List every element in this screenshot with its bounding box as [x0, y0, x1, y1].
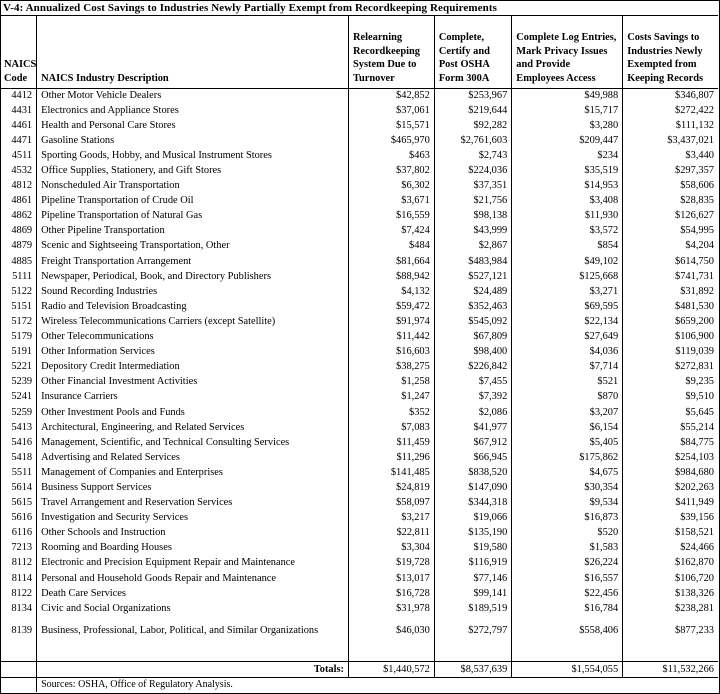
relearning-cost-cell: $3,217	[349, 511, 435, 526]
table-row	[0, 541, 718, 556]
cost-savings-cell: $28,835	[623, 194, 718, 209]
log-entries-cost-cell: $35,519	[512, 163, 623, 178]
form-300a-cost-cell: $189,519	[434, 601, 511, 616]
industry-description-cell: Pipeline Transportation of Natural Gas	[37, 209, 349, 224]
log-entries-cost-cell: $15,717	[512, 103, 623, 118]
log-entries-cost-cell: $3,408	[512, 194, 623, 209]
header-industry-description: NAICS Industry Description	[37, 16, 349, 88]
cost-savings-cell: $162,870	[623, 556, 718, 571]
log-entries-cost-cell: $30,354	[512, 480, 623, 495]
header-row	[0, 16, 718, 88]
log-entries-cost-cell: $870	[512, 390, 623, 405]
cost-savings-cell: $272,831	[623, 360, 718, 375]
table-row	[0, 330, 718, 345]
industry-description-cell: Sound Recording Industries	[37, 284, 349, 299]
table-row	[0, 375, 718, 390]
total-relearning: $1,440,572	[349, 662, 435, 678]
table-row	[0, 224, 718, 239]
cost-savings-cell: $111,132	[623, 118, 718, 133]
relearning-cost-cell: $37,061	[349, 103, 435, 118]
log-entries-cost-cell: $9,534	[512, 496, 623, 511]
form-300a-cost-cell: $253,967	[434, 88, 511, 103]
naics-code-cell: 5418	[11, 451, 33, 463]
form-300a-cost-cell: $838,520	[434, 465, 511, 480]
total-cost-savings: $11,532,266	[623, 662, 718, 678]
header-form-300a: Complete, Certify and Post OSHA Form 300A	[434, 16, 511, 88]
naics-code-cell: 8114	[11, 572, 33, 584]
industry-description-cell: Wireless Telecommunications Carriers (except Satellite)	[37, 314, 349, 329]
relearning-cost-cell: $42,852	[349, 88, 435, 103]
table-row	[0, 586, 718, 601]
form-300a-cost-cell: $66,945	[434, 450, 511, 465]
relearning-cost-cell: $11,296	[349, 450, 435, 465]
cost-savings-cell: $31,892	[623, 284, 718, 299]
form-300a-cost-cell: $21,756	[434, 194, 511, 209]
industry-description-cell: Radio and Television Broadcasting	[37, 299, 349, 314]
relearning-cost-cell: $7,424	[349, 224, 435, 239]
industry-description-cell: Travel Arrangement and Reservation Services	[37, 496, 349, 511]
relearning-cost-cell: $22,811	[349, 526, 435, 541]
header-log-entries: Complete Log Entries, Mark Privacy Issues and Provide Employees Access	[512, 16, 623, 88]
cost-savings-cell: $659,200	[623, 314, 718, 329]
industry-description-cell: Electronic and Precision Equipment Repair and Maintenance	[37, 556, 349, 571]
naics-code-cell: 5241	[11, 391, 33, 403]
naics-code-cell: 5179	[11, 331, 33, 343]
log-entries-cost-cell: $6,154	[512, 420, 623, 435]
totals-label: Totals:	[37, 662, 349, 678]
table-row	[0, 360, 718, 375]
naics-code-cell: 5416	[11, 436, 33, 448]
industry-description-cell: Investigation and Security Services	[37, 511, 349, 526]
table-row	[0, 88, 718, 103]
table-row	[0, 209, 718, 224]
log-entries-cost-cell: $14,953	[512, 179, 623, 194]
form-300a-cost-cell: $352,463	[434, 299, 511, 314]
industry-description-cell: Other Information Services	[37, 345, 349, 360]
naics-code-cell: 4431	[11, 104, 33, 116]
form-300a-cost-cell: $37,351	[434, 179, 511, 194]
table-row	[0, 299, 718, 314]
log-entries-cost-cell: $16,873	[512, 511, 623, 526]
naics-code-cell: 5511	[11, 466, 33, 478]
cost-savings-cell: $614,750	[623, 254, 718, 269]
cost-savings-cell: $297,357	[623, 163, 718, 178]
cost-savings-cell: $238,281	[623, 601, 718, 616]
log-entries-cost-cell: $26,224	[512, 556, 623, 571]
cost-savings-cell: $877,233	[623, 616, 718, 646]
form-300a-cost-cell: $77,146	[434, 571, 511, 586]
relearning-cost-cell: $13,017	[349, 571, 435, 586]
form-300a-cost-cell: $147,090	[434, 480, 511, 495]
totals-row	[0, 662, 718, 678]
form-300a-cost-cell: $344,318	[434, 496, 511, 511]
relearning-cost-cell: $59,472	[349, 299, 435, 314]
industry-description-cell: Management of Companies and Enterprises	[37, 465, 349, 480]
log-entries-cost-cell: $854	[512, 239, 623, 254]
relearning-cost-cell: $16,728	[349, 586, 435, 601]
table-row	[0, 390, 718, 405]
naics-code-cell: 4532	[11, 165, 33, 177]
log-entries-cost-cell: $209,447	[512, 133, 623, 148]
log-entries-cost-cell: $3,280	[512, 118, 623, 133]
table-row	[0, 269, 718, 284]
industry-description-cell: Management, Scientific, and Technical Consulting Services	[37, 435, 349, 450]
form-300a-cost-cell: $135,190	[434, 526, 511, 541]
header-relearning: Relearning Recordkeeping System Due to Turnover	[349, 16, 435, 88]
form-300a-cost-cell: $98,138	[434, 209, 511, 224]
cost-savings-cell: $54,995	[623, 224, 718, 239]
relearning-cost-cell: $6,302	[349, 179, 435, 194]
naics-code-cell: 4471	[11, 134, 33, 146]
naics-code-cell: 6116	[11, 527, 33, 539]
table-row	[0, 284, 718, 299]
log-entries-cost-cell: $27,649	[512, 330, 623, 345]
form-300a-cost-cell: $99,141	[434, 586, 511, 601]
log-entries-cost-cell: $558,406	[512, 616, 623, 646]
relearning-cost-cell: $19,728	[349, 556, 435, 571]
form-300a-cost-cell: $7,392	[434, 390, 511, 405]
log-entries-cost-cell: $5,405	[512, 435, 623, 450]
log-entries-cost-cell: $4,036	[512, 345, 623, 360]
industry-description-cell: Advertising and Related Services	[37, 450, 349, 465]
cost-savings-cell: $106,720	[623, 571, 718, 586]
log-entries-cost-cell: $16,557	[512, 571, 623, 586]
cost-savings-cell: $138,326	[623, 586, 718, 601]
relearning-cost-cell: $11,442	[349, 330, 435, 345]
form-300a-cost-cell: $219,644	[434, 103, 511, 118]
form-300a-cost-cell: $226,842	[434, 360, 511, 375]
relearning-cost-cell: $88,942	[349, 269, 435, 284]
relearning-cost-cell: $463	[349, 148, 435, 163]
industry-description-cell: Other Investment Pools and Funds	[37, 405, 349, 420]
industry-description-cell: Scenic and Sightseeing Transportation, Other	[37, 239, 349, 254]
cost-savings-cell: $9,235	[623, 375, 718, 390]
log-entries-cost-cell: $234	[512, 148, 623, 163]
table-row	[0, 118, 718, 133]
relearning-cost-cell: $37,802	[349, 163, 435, 178]
relearning-cost-cell: $141,485	[349, 465, 435, 480]
industry-description-cell: Other Motor Vehicle Dealers	[37, 88, 349, 103]
form-300a-cost-cell: $2,743	[434, 148, 511, 163]
table-row	[0, 601, 718, 616]
industry-description-cell: Business Support Services	[37, 480, 349, 495]
naics-code-cell: 4879	[11, 240, 33, 252]
naics-code-cell: 5151	[11, 300, 33, 312]
naics-code-cell: 5111	[12, 270, 33, 282]
form-300a-cost-cell: $2,867	[434, 239, 511, 254]
industry-description-cell: Sporting Goods, Hobby, and Musical Instrument Stores	[37, 148, 349, 163]
table-body	[0, 88, 718, 692]
relearning-cost-cell: $81,664	[349, 254, 435, 269]
naics-code-cell: 5615	[11, 497, 33, 509]
naics-code-cell: 4862	[11, 210, 33, 222]
log-entries-cost-cell: $4,675	[512, 465, 623, 480]
table-row	[0, 194, 718, 209]
relearning-cost-cell: $11,459	[349, 435, 435, 450]
source-row	[0, 678, 718, 693]
industry-description-cell: Architectural, Engineering, and Related Services	[37, 420, 349, 435]
cost-savings-cell: $202,263	[623, 480, 718, 495]
table-row	[0, 179, 718, 194]
table-row	[0, 103, 718, 118]
relearning-cost-cell: $4,132	[349, 284, 435, 299]
cost-savings-cell: $741,731	[623, 269, 718, 284]
log-entries-cost-cell: $22,134	[512, 314, 623, 329]
table-row	[0, 571, 718, 586]
relearning-cost-cell: $46,030	[349, 616, 435, 646]
log-entries-cost-cell: $520	[512, 526, 623, 541]
relearning-cost-cell: $3,304	[349, 541, 435, 556]
industry-description-cell: Insurance Carriers	[37, 390, 349, 405]
naics-code-cell: 4861	[11, 195, 33, 207]
naics-code-cell: 5172	[11, 315, 33, 327]
cost-savings-cell: $3,440	[623, 148, 718, 163]
log-entries-cost-cell: $16,784	[512, 601, 623, 616]
relearning-cost-cell: $58,097	[349, 496, 435, 511]
table-row	[0, 239, 718, 254]
industry-description-cell: Health and Personal Care Stores	[37, 118, 349, 133]
industry-description-cell: Office Supplies, Stationery, and Gift Stores	[37, 163, 349, 178]
naics-code-cell: 5413	[11, 421, 33, 433]
industry-description-cell: Newspaper, Periodical, Book, and Directory Publishers	[37, 269, 349, 284]
cost-savings-cell: $158,521	[623, 526, 718, 541]
naics-code-cell: 4885	[11, 255, 33, 267]
table-row	[0, 435, 718, 450]
log-entries-cost-cell: $22,456	[512, 586, 623, 601]
form-300a-cost-cell: $92,282	[434, 118, 511, 133]
table-row	[0, 526, 718, 541]
cost-savings-cell: $126,627	[623, 209, 718, 224]
cost-savings-cell: $39,156	[623, 511, 718, 526]
log-entries-cost-cell: $69,595	[512, 299, 623, 314]
form-300a-cost-cell: $224,036	[434, 163, 511, 178]
naics-code-cell: 5122	[11, 285, 33, 297]
industry-description-cell: Pipeline Transportation of Crude Oil	[37, 194, 349, 209]
relearning-cost-cell: $1,258	[349, 375, 435, 390]
form-300a-cost-cell: $272,797	[434, 616, 511, 646]
industry-description-cell: Death Care Services	[37, 586, 349, 601]
cost-savings-cell: $254,103	[623, 450, 718, 465]
form-300a-cost-cell: $98,400	[434, 345, 511, 360]
naics-code-cell: 4511	[11, 149, 33, 161]
log-entries-cost-cell: $49,102	[512, 254, 623, 269]
naics-code-cell: 5259	[11, 406, 33, 418]
table-row	[0, 496, 718, 511]
cost-savings-cell: $411,949	[623, 496, 718, 511]
naics-code-cell: 8134	[11, 602, 33, 614]
cost-savings-cell: $24,466	[623, 541, 718, 556]
industry-description-cell: Rooming and Boarding Houses	[37, 541, 349, 556]
source-note: Sources: OSHA, Office of Regulatory Analysis.	[37, 678, 718, 693]
cost-savings-cell: $346,807	[623, 88, 718, 103]
cost-savings-cell: $119,039	[623, 345, 718, 360]
form-300a-cost-cell: $116,919	[434, 556, 511, 571]
naics-code-cell: 4461	[11, 119, 33, 131]
table-row	[0, 345, 718, 360]
relearning-cost-cell: $3,671	[349, 194, 435, 209]
industry-description-cell: Nonscheduled Air Transportation	[37, 179, 349, 194]
log-entries-cost-cell: $3,207	[512, 405, 623, 420]
naics-code-cell: 4812	[11, 180, 33, 192]
form-300a-cost-cell: $19,066	[434, 511, 511, 526]
cost-savings-cell: $58,606	[623, 179, 718, 194]
blank-row	[0, 646, 718, 662]
header-cost-savings: Costs Savings to Industries Newly Exempted from Keeping Records	[623, 16, 718, 88]
relearning-cost-cell: $484	[349, 239, 435, 254]
table-row	[0, 133, 718, 148]
table-row	[0, 254, 718, 269]
cost-savings-cell: $4,204	[623, 239, 718, 254]
relearning-cost-cell: $24,819	[349, 480, 435, 495]
cost-savings-cell: $9,510	[623, 390, 718, 405]
cost-savings-cell: $5,645	[623, 405, 718, 420]
form-300a-cost-cell: $24,489	[434, 284, 511, 299]
form-300a-cost-cell: $67,809	[434, 330, 511, 345]
form-300a-cost-cell: $41,977	[434, 420, 511, 435]
relearning-cost-cell: $91,974	[349, 314, 435, 329]
log-entries-cost-cell: $3,271	[512, 284, 623, 299]
log-entries-cost-cell: $7,714	[512, 360, 623, 375]
naics-code-cell: 7213	[11, 542, 33, 554]
form-300a-cost-cell: $483,984	[434, 254, 511, 269]
table-row	[0, 405, 718, 420]
relearning-cost-cell: $31,978	[349, 601, 435, 616]
naics-code-cell: 5191	[11, 346, 33, 358]
cost-savings-cell: $3,437,021	[623, 133, 718, 148]
relearning-cost-cell: $352	[349, 405, 435, 420]
relearning-cost-cell: $15,571	[349, 118, 435, 133]
table-row	[0, 616, 718, 646]
naics-code-cell: 5221	[11, 361, 33, 373]
industry-description-cell: Other Pipeline Transportation	[37, 224, 349, 239]
relearning-cost-cell: $38,275	[349, 360, 435, 375]
cost-savings-cell: $984,680	[623, 465, 718, 480]
table-row	[0, 480, 718, 495]
table-row	[0, 511, 718, 526]
form-300a-cost-cell: $7,455	[434, 375, 511, 390]
form-300a-cost-cell: $19,580	[434, 541, 511, 556]
log-entries-cost-cell: $125,668	[512, 269, 623, 284]
naics-code-cell: 5239	[11, 376, 33, 388]
relearning-cost-cell: $7,083	[349, 420, 435, 435]
industry-description-cell: Depository Credit Intermediation	[37, 360, 349, 375]
naics-code-cell: 8122	[11, 587, 33, 599]
industry-description-cell: Other Telecommunications	[37, 330, 349, 345]
table-row	[0, 450, 718, 465]
industry-description-cell: Civic and Social Organizations	[37, 601, 349, 616]
table-title: V-4: Annualized Cost Savings to Industries Newly Partially Exempt from Recordkeeping Requirements	[0, 0, 718, 16]
industry-description-cell: Other Financial Investment Activities	[37, 375, 349, 390]
log-entries-cost-cell: $521	[512, 375, 623, 390]
industry-description-cell: Gasoline Stations	[37, 133, 349, 148]
form-300a-cost-cell: $2,761,603	[434, 133, 511, 148]
relearning-cost-cell: $465,970	[349, 133, 435, 148]
cost-savings-cell: $106,900	[623, 330, 718, 345]
total-form-300a: $8,537,639	[434, 662, 511, 678]
form-300a-cost-cell: $545,092	[434, 314, 511, 329]
form-300a-cost-cell: $2,086	[434, 405, 511, 420]
cost-savings-table	[0, 16, 718, 692]
table-row	[0, 420, 718, 435]
relearning-cost-cell: $16,603	[349, 345, 435, 360]
naics-code-cell: 4869	[11, 225, 33, 237]
naics-code-cell: 5616	[11, 512, 33, 524]
industry-description-cell: Other Schools and Instruction	[37, 526, 349, 541]
naics-code-cell: 4412	[11, 89, 33, 101]
log-entries-cost-cell: $11,930	[512, 209, 623, 224]
industry-description-cell: Freight Transportation Arrangement	[37, 254, 349, 269]
total-log-entries: $1,554,055	[512, 662, 623, 678]
log-entries-cost-cell: $49,988	[512, 88, 623, 103]
log-entries-cost-cell: $175,862	[512, 450, 623, 465]
header-naics-code: NAICS Code	[0, 16, 37, 88]
cost-savings-cell: $55,214	[623, 420, 718, 435]
industry-description-cell: Personal and Household Goods Repair and Maintenance	[37, 571, 349, 586]
cost-savings-cell: $481,530	[623, 299, 718, 314]
table-row	[0, 163, 718, 178]
form-300a-cost-cell: $43,999	[434, 224, 511, 239]
naics-code-cell: 8112	[11, 557, 33, 569]
form-300a-cost-cell: $67,912	[434, 435, 511, 450]
relearning-cost-cell: $16,559	[349, 209, 435, 224]
relearning-cost-cell: $1,247	[349, 390, 435, 405]
log-entries-cost-cell: $3,572	[512, 224, 623, 239]
industry-description-cell: Electronics and Appliance Stores	[37, 103, 349, 118]
naics-code-cell: 8139	[11, 625, 33, 637]
table-row	[0, 314, 718, 329]
cost-savings-cell: $84,775	[623, 435, 718, 450]
table-row	[0, 556, 718, 571]
industry-description-cell: Business, Professional, Labor, Political, and Similar Organizations	[37, 616, 349, 646]
log-entries-cost-cell: $1,583	[512, 541, 623, 556]
cost-savings-cell: $272,422	[623, 103, 718, 118]
naics-code-cell: 5614	[11, 481, 33, 493]
form-300a-cost-cell: $527,121	[434, 269, 511, 284]
table-row	[0, 148, 718, 163]
table-row	[0, 465, 718, 480]
